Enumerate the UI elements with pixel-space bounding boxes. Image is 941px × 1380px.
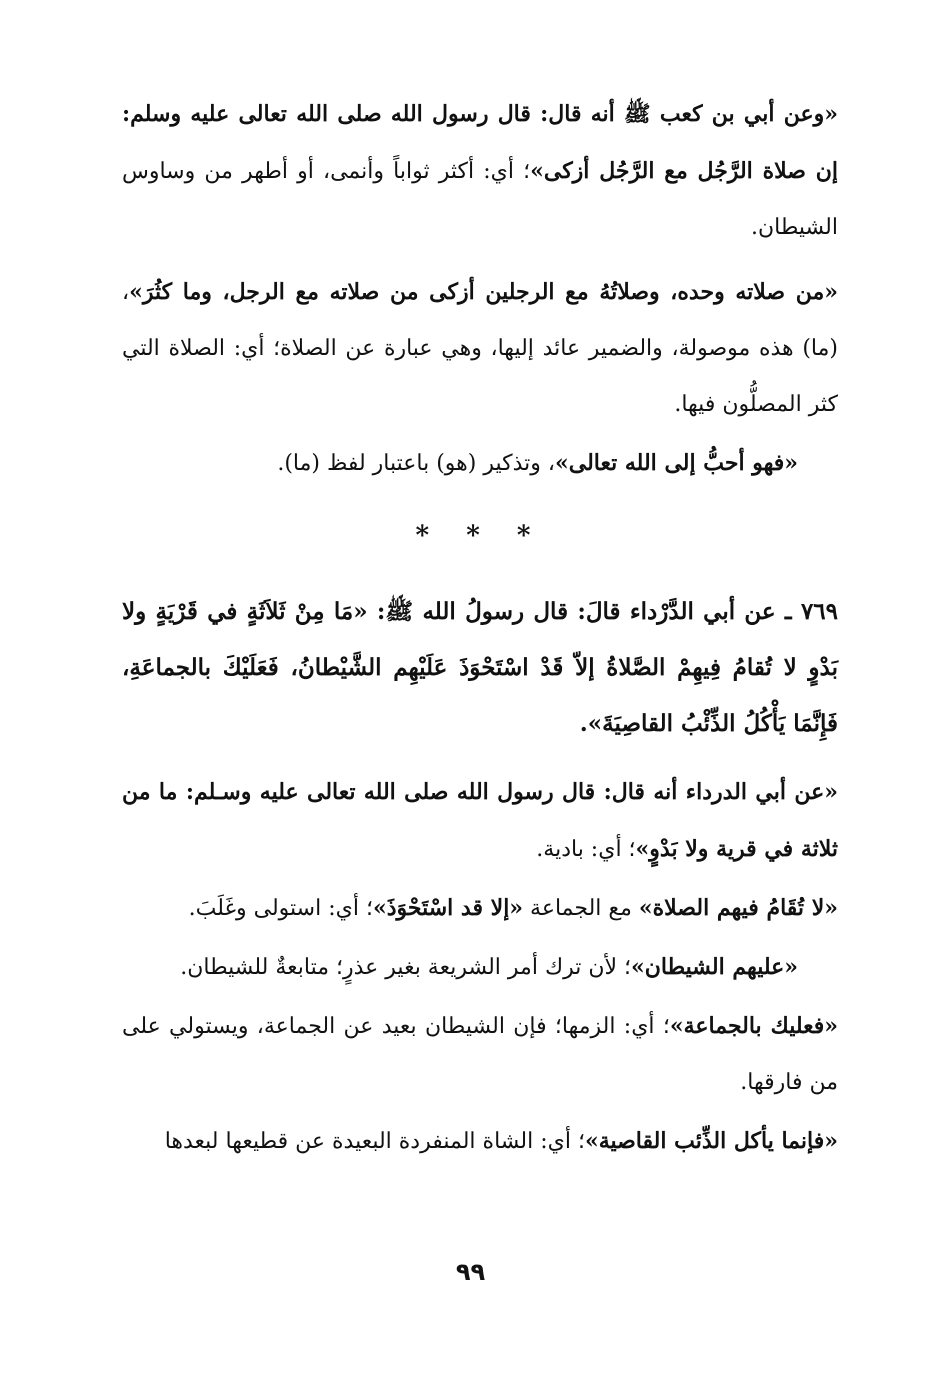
paragraph-2 [122, 264, 838, 433]
commentary-2 [122, 880, 838, 937]
paragraph-1-quote: «وعن أبي بن كعب ﷺ أنه قال: قال رسول الله صلى الله تعالى عليه وسلم: إن صلاة الرَّجُل مع الرَّجُل أزكى» [122, 101, 838, 184]
commentary-4 [122, 998, 838, 1111]
hadith-number: ٧٦٩ [800, 598, 839, 625]
commentary-3-explanation: ؛ لأن ترك أمر الشريعة بغير عذرٍ؛ متابعةٌ للشيطان. [180, 955, 632, 980]
paragraph-3-explanation: ، وتذكير (هو) باعتبار لفظ (ما). [277, 451, 555, 476]
commentary-3-quote: «عليهم الشيطان» [631, 954, 798, 980]
hadith-text [122, 584, 838, 752]
hadith-body: «مَا مِنْ ثَلاَثَةٍ في قَرْيَةٍ ولا بَدْوٍ لا تُقامُ فِيهِمْ الصَّلاةُ إلاّ قَدْ اسْتَحْوَذَ عَلَيْهِم الشَّيْطانُ، فَعَلَيْكَ بالجماعَةِ، فَإِنَّمَا يَأْكُلُ الذِّئْبُ القاصِيَةَ». [122, 598, 838, 737]
commentary-2-quote: «لا تُقَامُ فيهم الصلاة» [638, 895, 838, 921]
hadith-intro: ـ عن أبي الدَّرْداء قالَ: قال رسولُ الله ﷺ: [367, 598, 792, 625]
commentary-4-explanation: ؛ أي: الزمها؛ فإن الشيطان بعيد عن الجماعة، ويستولي على من فارقها. [122, 1014, 838, 1095]
commentary-2-text: مع الجماعة [523, 896, 639, 921]
commentary-5-explanation: ؛ أي: الشاة المنفردة البعيدة عن قطيعها لبعدها [164, 1129, 585, 1154]
commentary-5 [122, 1113, 838, 1170]
commentary-4-quote: «فعليك بالجماعة» [669, 1013, 838, 1039]
page-body [122, 86, 838, 1170]
section-separator: * * * [415, 521, 545, 551]
paragraph-3-quote: «فهو أحبُّ إلى الله تعالى» [555, 450, 798, 476]
paragraph-2-explanation: ، (ما) هذه موصولة، والضمير عائد إليها، وهي عبارة عن الصلاة؛ أي: الصلاة التي كثر المصلُّون فيها. [122, 280, 838, 417]
page-number: ٩٩ [455, 1258, 486, 1286]
paragraph-1-explanation: ؛ أي: أكثر ثواباً وأنمى، أو أطهر من وساوس الشيطان. [122, 159, 838, 240]
commentary-1-quote: «عن أبي الدرداء أنه قال: قال رسول الله صلى الله تعالى عليه وسـلم: ما من ثلاثة في قرية ولا بَدْوٍ» [122, 779, 838, 862]
commentary-1-explanation: ؛ أي: بادية. [536, 837, 636, 862]
paragraph-2-quote: «من صلاته وحده، وصلاتُهُ مع الرجلين أزكى من صلاته مع الرجل، وما كثُرَ» [129, 279, 838, 305]
commentary-3 [122, 939, 838, 996]
commentary-2-explanation: ؛ أي: استولى وغَلَبَ. [188, 896, 373, 921]
paragraph-1 [122, 86, 838, 256]
commentary-2-quote-2: «إلا قد اسْتَحْوَذَ» [372, 895, 524, 921]
commentary-5-quote: «فإنما يأكل الذِّئب القاصية» [584, 1128, 838, 1154]
paragraph-3 [122, 435, 838, 492]
commentary-1 [122, 764, 838, 878]
